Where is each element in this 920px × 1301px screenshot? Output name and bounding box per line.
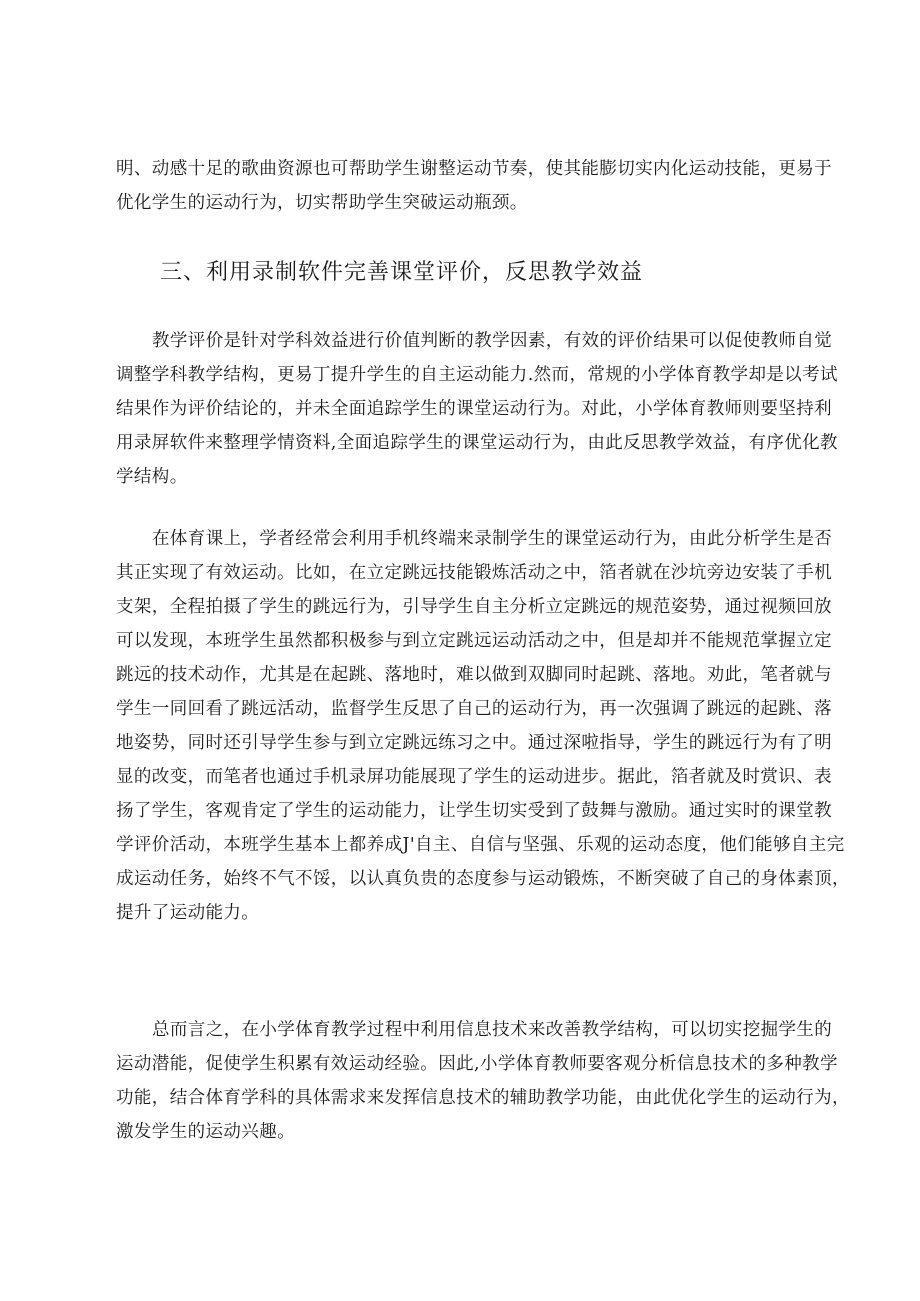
- paragraph-line: 提升了运动能力。: [116, 903, 260, 923]
- paragraph-line: 可以发现，本班学生虽然都积极参与到立定跳远运动活动之中，但是却并不能规范掌握立定: [116, 631, 832, 651]
- paragraph-line: 激发学生的运动兴趣。: [116, 1122, 295, 1142]
- paragraph-line: 明、动感十足的歌曲资源也可帮助学生谢整运动节奏，使其能膨切实内化运动技能，更易于: [116, 159, 832, 179]
- paragraph-line: 调整学科教学结构，更易丁提升学生的自主运动能力.然而，常规的小学体育教学却是以考试: [116, 365, 838, 385]
- paragraph-line: 扬了学生，客观肯定了学生的运动能力，让学生切实受到了鼓舞与激励。通过实时的课堂教: [116, 801, 832, 821]
- paragraph-line: 其正实现了有效运动。比如，在立定跳远技能锻炼活动之中，箔者就在沙坑旁边安装了手机: [116, 563, 832, 583]
- paragraph-line: 功能，结合体育学科的具体需求来发挥信息技术的辅助教学功能，由此优化学生的运动行为，: [116, 1088, 850, 1108]
- paragraph-line: 学生一同回看了跳远活动，监督学生反思了自己的运动行为，再一次强调了跳远的起跳、落: [116, 699, 832, 719]
- paragraph-line: 总而言之，在小学体育教学过程中利用信息技术来改善教学结构，可以切实挖掘学生的: [152, 1020, 833, 1040]
- paragraph-line: 在体育课上，学者经常会利用手机终端来录制学生的课堂运动行为，由此分析学生是否: [152, 529, 833, 549]
- paragraph-line: 结果作为评价结论的，并未全面追踪学生的课堂运动行为。对此，小学体育教师则要坚持利: [116, 399, 832, 419]
- continuation-paragraph: [116, 152, 832, 220]
- paragraph-line: 支架，全程拍摄了学生的跳远行为，引导学生自主分析立定跳远的规范姿势，通过视频回放: [116, 597, 832, 617]
- paragraph-line: 学评价活动，本班学生基本上都养成J'自主、自信与坚强、乐观的运动态度，他们能够自主完: [116, 835, 845, 855]
- paragraph-line: 教学评价是针对学科效益进行价值判断的教学因素，有效的评价结果可以促使教师自觉: [152, 331, 833, 351]
- paragraph-line: 用录屏软件来整理学情资料,全面追踪学生的课堂运动行为，由此反思教学效益，有序优化教: [116, 433, 838, 453]
- section-heading: 三、利用录制软件完善课堂评价，反思教学效益: [160, 260, 644, 285]
- paragraph-line: 显的改变，而笔者也通过手机录屏功能展现了学生的运动进步。据此，箔者就及时赏识、表: [116, 767, 832, 787]
- paragraph-line: 地姿势，同时还引导学生参与到立定跳远练习之中。通过深啦指导，学生的跳远行为有了明: [116, 733, 832, 753]
- paragraph-line: 优化学生的运动行为，切实帮助学生突破运动瓶颈。: [116, 193, 528, 213]
- paragraph-conclusion: [116, 1013, 850, 1149]
- paragraph-line: 学结构。: [116, 467, 188, 487]
- paragraph-line: 成运动任务，始终不气不馁，以认真负贵的态度参与运动锻炼，不断突破了自己的身体素顶，: [116, 869, 850, 889]
- paragraph-evaluation: [116, 324, 838, 494]
- paragraph-line: 运动潜能，促使学生积累有效运动经验。因此,小学体育教师要客观分析信息技术的多种教学: [116, 1054, 838, 1074]
- paragraph-example: [116, 522, 850, 930]
- paragraph-line: 跳远的技术动作，尤其是在起跳、落地时，难以做到双脚同时起跳、落地。劝此，笔者就与: [116, 665, 832, 685]
